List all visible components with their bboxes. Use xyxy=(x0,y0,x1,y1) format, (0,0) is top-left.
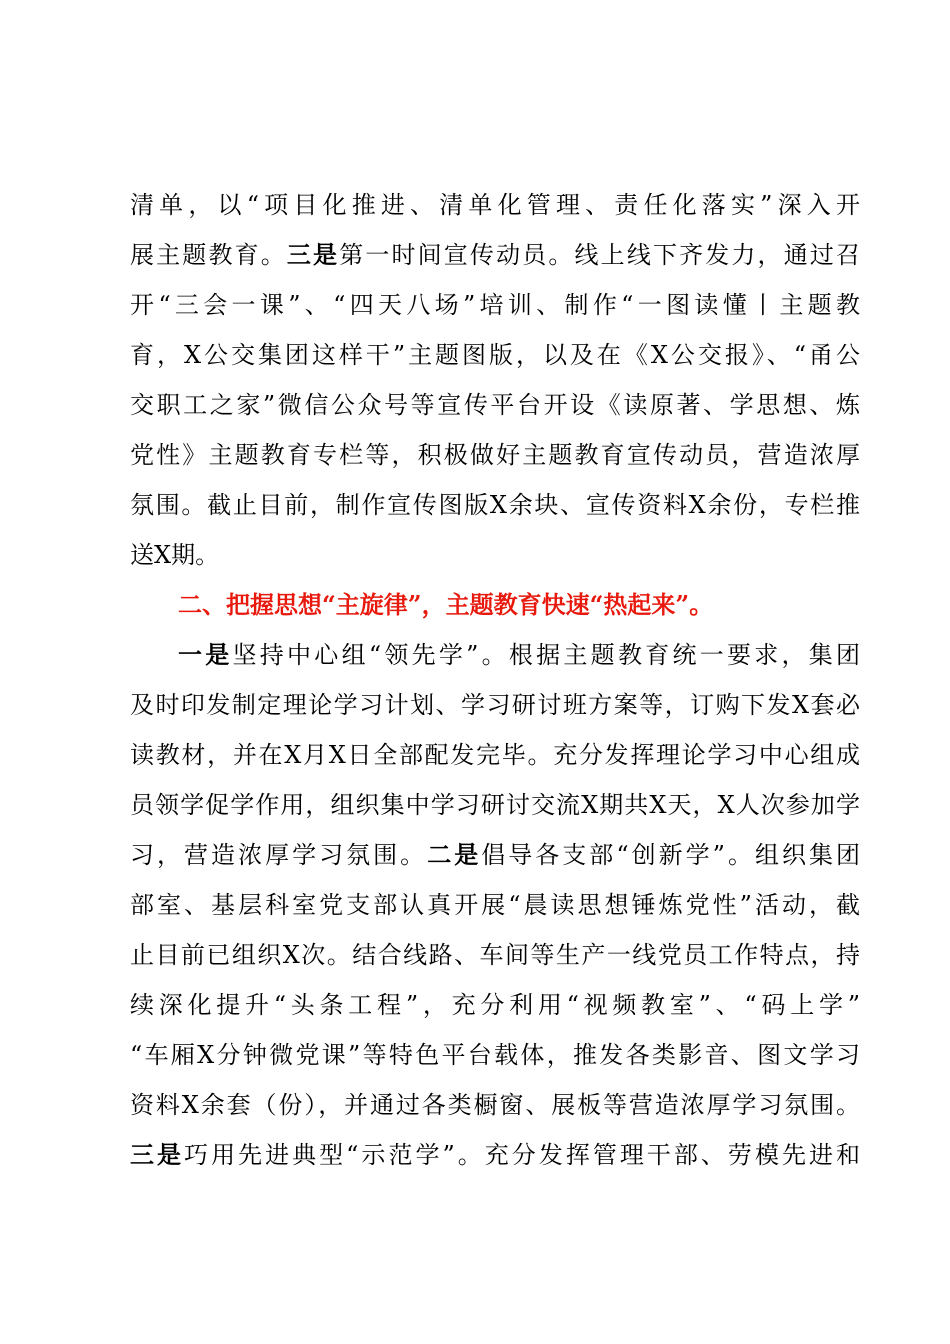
text-run: 开“三会一课”、“四天八场”培训、制作“一图读懂丨主题教 xyxy=(130,291,860,319)
body-line-17 xyxy=(130,1030,860,1080)
keyword-er-shi: 二是 xyxy=(427,840,482,869)
text-run: 及时印发制定理论学习计划、学习研讨班方案等，订购下发X套必 xyxy=(130,691,860,719)
text-run: 第一时间宣传动员。线上线下齐发力，通过召 xyxy=(339,241,860,269)
body-line-18 xyxy=(130,1080,860,1130)
text-run: 止目前已组织X次。结合线路、车间等生产一线党员工作特点，持 xyxy=(130,941,860,969)
body-line-1 xyxy=(130,180,860,230)
text-run: “车厢X分钟微党课”等特色平台载体，推发各类影音、图文学习 xyxy=(130,1041,860,1069)
text-run: 育，X公交集团这样干”主题图版，以及在《X公交报》、“甬公 xyxy=(130,341,860,369)
body-line-4 xyxy=(130,330,860,380)
text-run: 员领学促学作用，组织集中学习研讨交流X期共X天，X人次参加学 xyxy=(130,791,860,819)
body-line-11 xyxy=(130,730,860,780)
text-run: 党性》主题教育专栏等，积极做好主题教育宣传动员，营造浓厚 xyxy=(130,441,860,469)
text-run: 展主题教育。 xyxy=(130,241,287,269)
section-heading-2: 二、把握思想“主旋律”，主题教育快速“热起来”。 xyxy=(178,590,714,619)
body-line-19 xyxy=(130,1130,860,1180)
body-line-15 xyxy=(130,930,860,980)
body-line-3 xyxy=(130,280,860,330)
text-run: 习，营造浓厚学习氛围。 xyxy=(130,841,428,869)
body-line-2 xyxy=(130,230,860,280)
body-line-9 xyxy=(178,630,860,680)
text-run: 清单，以“项目化推进、清单化管理、责任化落实”深入开 xyxy=(130,191,860,219)
keyword-san-shi-2: 三是 xyxy=(130,1140,185,1169)
text-run: 续深化提升“头条工程”，充分利用“视频教室”、“码上学” xyxy=(130,991,860,1019)
body-line-7 xyxy=(130,480,860,530)
text-run: 倡导各支部“创新学”。组织集团 xyxy=(481,841,860,869)
text-run: 部室、基层科室党支部认真开展“晨读思想锤炼党性”活动，截 xyxy=(130,891,860,919)
text-run: 资料X余套（份），并通过各类橱窗、展板等营造浓厚学习氛围。 xyxy=(130,1091,860,1119)
body-line-5 xyxy=(130,380,860,430)
text-run: 送X期。 xyxy=(130,541,220,569)
body-line-12 xyxy=(130,780,860,830)
keyword-san-shi: 三是 xyxy=(286,240,340,269)
text-run: 读教材，并在X月X日全部配发完毕。充分发挥理论学习中心组成 xyxy=(130,741,860,769)
text-run: 交职工之家”微信公众号等宣传平台开设《读原著、学思想、炼 xyxy=(130,391,860,419)
keyword-yi-shi: 一是 xyxy=(178,640,233,669)
text-run: 氛围。截止目前，制作宣传图版X余块、宣传资料X余份，专栏推 xyxy=(130,491,860,519)
body-line-10 xyxy=(130,680,860,730)
body-line-16 xyxy=(130,980,860,1030)
body-line-13 xyxy=(130,830,860,880)
body-line-6 xyxy=(130,430,860,480)
body-line-14 xyxy=(130,880,860,930)
body-line-8 xyxy=(130,530,860,580)
text-run: 巧用先进典型“示范学”。充分发挥管理干部、劳模先进和 xyxy=(184,1141,860,1169)
text-run: 坚持中心组“领先学”。根据主题教育统一要求，集团 xyxy=(232,641,860,669)
